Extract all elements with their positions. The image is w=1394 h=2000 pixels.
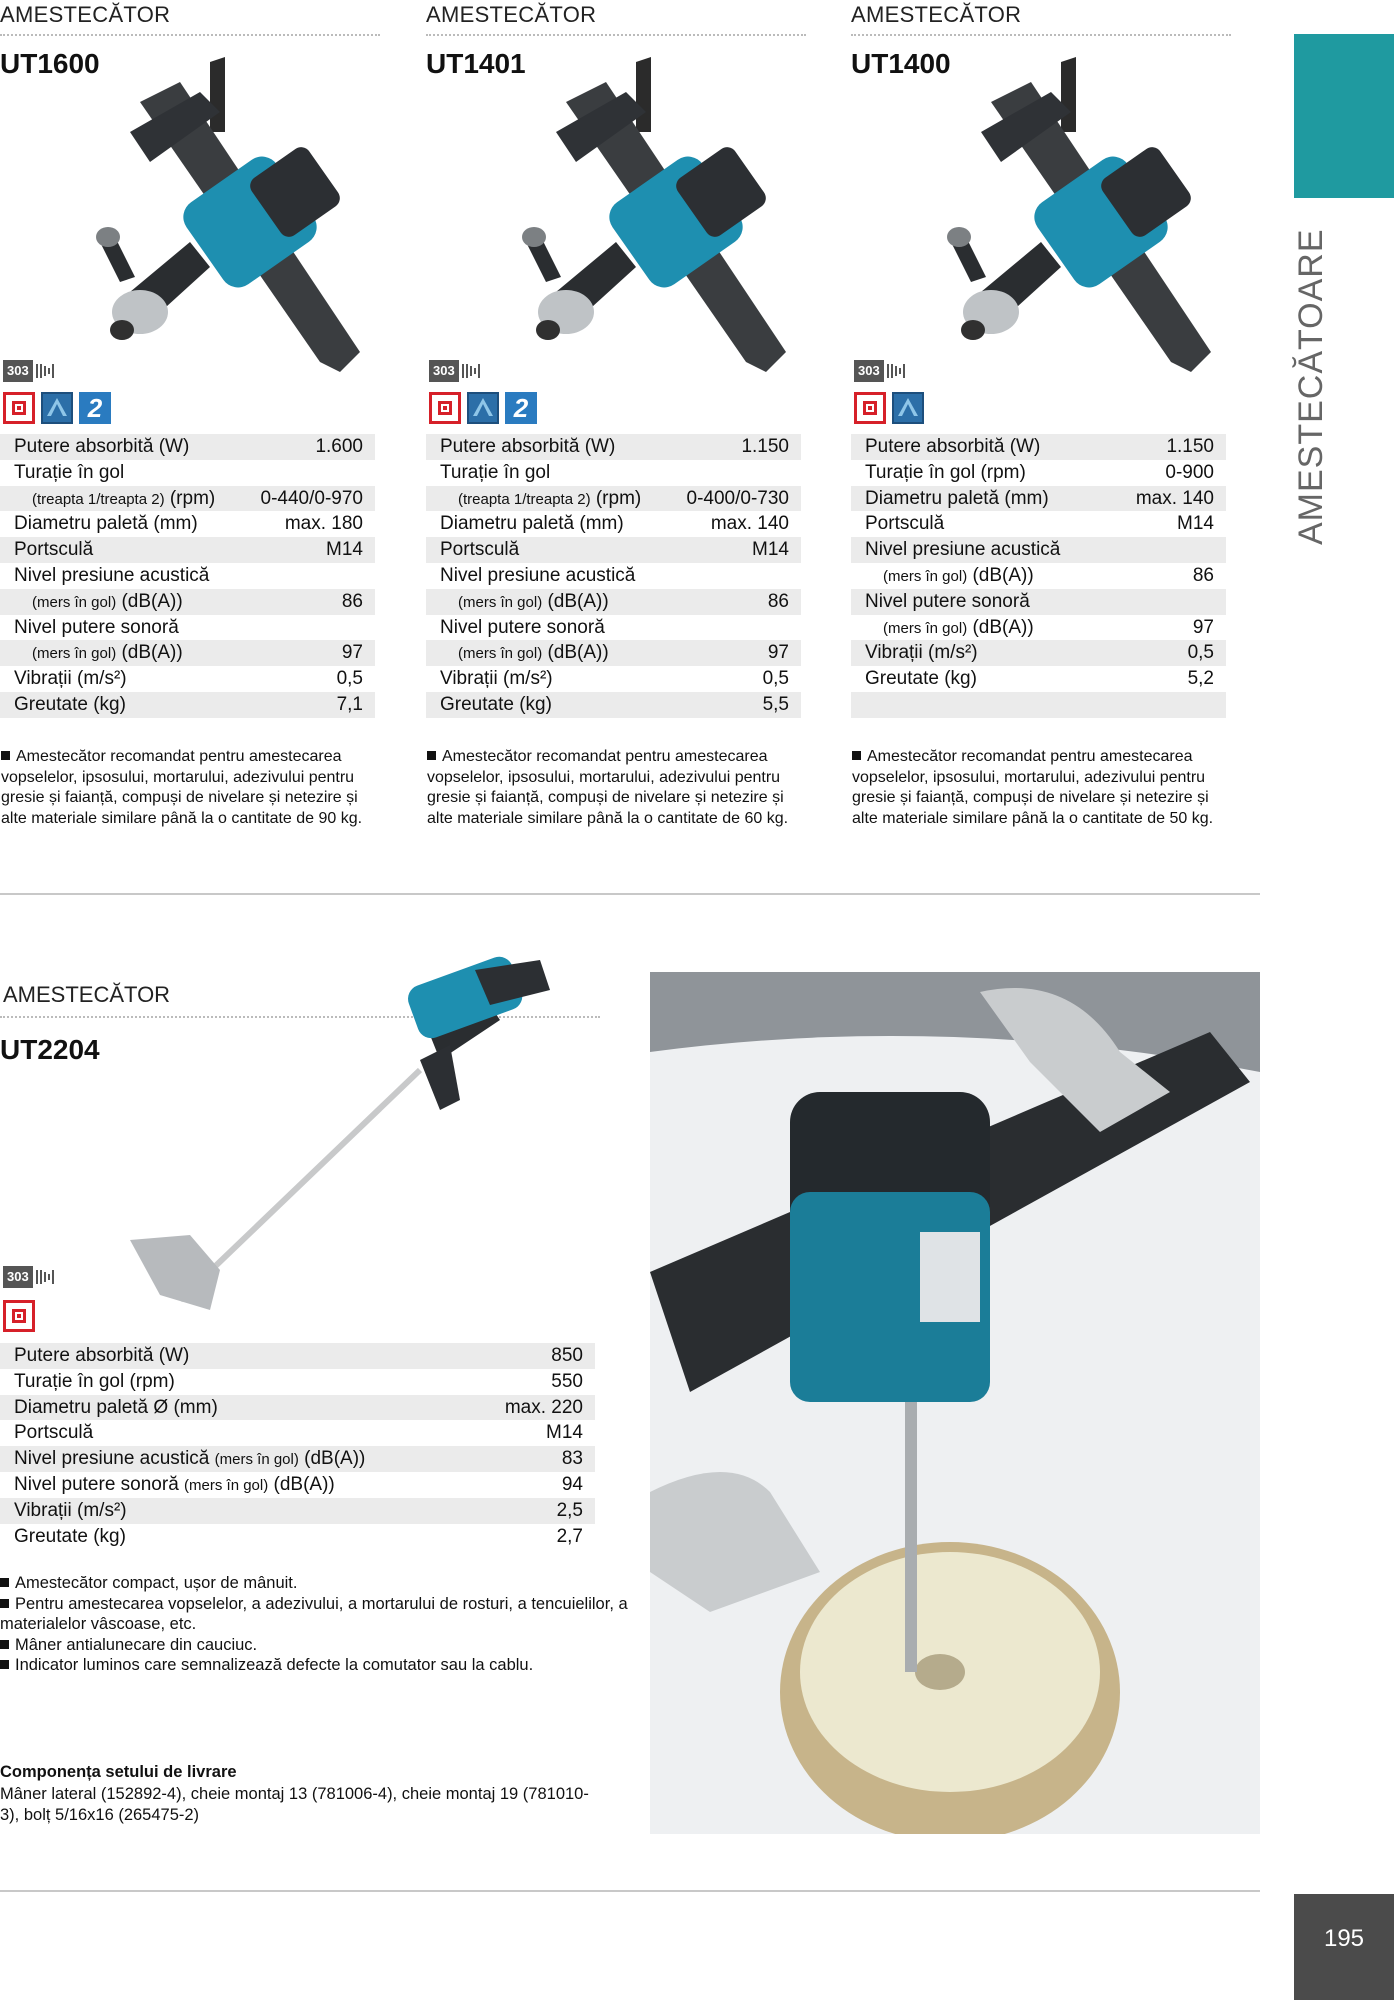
spec-sublabel: (mers în gol): [214, 1451, 299, 1469]
product-kicker: AMESTECĂTOR: [851, 2, 1022, 27]
spec-sublabel: (mers în gol): [883, 567, 968, 585]
spec-label-text: Greutate (kg): [440, 693, 552, 715]
spec-sublabel: (mers în gol): [32, 593, 117, 611]
product-kicker: AMESTECĂTOR: [3, 982, 171, 1007]
spec-label: [865, 640, 978, 666]
feature-text: Amestecător compact, ușor de mânuit.: [15, 1574, 298, 1592]
product-model: UT1400: [851, 48, 951, 79]
spec-row: [426, 434, 801, 460]
spec-label: [14, 1498, 127, 1524]
spec-table: [851, 434, 1226, 718]
double-insulation-icon: [3, 392, 35, 424]
spec-sublabel: (treapta 1/treapta 2): [32, 490, 165, 508]
spec-sublabel: (mers în gol): [883, 619, 968, 637]
mixer-ut1401-image: [486, 52, 806, 382]
spec-label: [14, 563, 209, 589]
spec-row: [0, 486, 375, 512]
section-divider: [0, 893, 1260, 895]
feature-icons: [3, 1300, 35, 1332]
spec-label-text: Diametru paletă Ø (mm): [14, 1396, 218, 1418]
spec-label: [440, 537, 519, 563]
product-model: UT1401: [426, 48, 526, 79]
spec-badge-303: [3, 1264, 57, 1290]
spec-row: [851, 486, 1226, 512]
bullet-square-icon: [0, 1640, 9, 1649]
spec-value: 97: [767, 642, 789, 664]
spec-value: 0,5: [1187, 642, 1214, 664]
spec-sublabel: (mers în gol): [32, 645, 117, 663]
spec-row: [0, 434, 375, 460]
spec-badge-303: [3, 358, 57, 384]
spec-label-text: Nivel putere sonoră: [14, 616, 179, 638]
spec-row: [0, 1524, 595, 1550]
spec-label-text: Greutate (kg): [14, 1525, 126, 1547]
spec-row: [426, 640, 801, 666]
spec-table: [0, 434, 375, 718]
spec-label: [440, 589, 609, 616]
spec-label: [865, 511, 944, 537]
feature-icons: [854, 392, 924, 424]
badge-number: 303: [429, 360, 459, 382]
spec-row: [0, 563, 375, 589]
spec-value: 1.150: [1166, 436, 1214, 457]
kicker-rule: [0, 34, 380, 36]
spec-label: [440, 563, 635, 589]
product-description: [852, 747, 1232, 829]
spec-label: [440, 460, 550, 486]
spec-label-text: Vibrații (m/s²): [865, 642, 978, 664]
spec-row: [0, 615, 375, 641]
double-insulation-icon: [854, 392, 886, 424]
spec-label: [440, 640, 609, 667]
spec-label: [14, 511, 198, 537]
spec-row: [426, 589, 801, 615]
spec-label: [865, 615, 1034, 642]
spec-label-text: (dB(A)): [547, 642, 609, 664]
spec-value: 83: [561, 1448, 583, 1470]
feature-icons: [429, 392, 537, 424]
spec-label: [440, 511, 624, 537]
spec-value: M14: [752, 539, 789, 561]
feature-text: Pentru amestecarea vopselelor, a adezivului, a mortarului de rosturi, a tencuielilor, a materialelor vâscoase, etc.: [0, 1594, 628, 1633]
spec-row: [851, 537, 1226, 563]
spec-row: [851, 666, 1226, 692]
speed-control-icon: [41, 392, 73, 424]
spec-value: 550: [551, 1370, 583, 1392]
spec-value: 0-440/0-970: [260, 487, 363, 509]
spec-row: [426, 563, 801, 589]
spec-label: [440, 486, 641, 513]
spec-label-text: Nivel putere sonoră: [440, 616, 605, 638]
spec-value: M14: [546, 1422, 583, 1444]
spec-row: [426, 460, 801, 486]
bullet-square-icon: [0, 1578, 9, 1587]
spec-label-text: Turație în gol (rpm): [865, 461, 1026, 483]
badge-number: 303: [3, 360, 33, 382]
spec-label-text: (rpm): [595, 487, 642, 509]
spec-label-text: Turație în gol: [440, 461, 551, 483]
spec-label-text: Nivel presiune acustică: [865, 539, 1061, 561]
feature-item: [0, 1655, 640, 1676]
spring-icon: [35, 360, 57, 382]
spec-label-text: (dB(A)): [121, 590, 183, 612]
spec-label-text: Putere absorbită (W): [440, 436, 616, 457]
spec-label: [14, 1420, 93, 1446]
feature-list: [0, 1573, 640, 1676]
spec-row: [426, 692, 801, 718]
spec-label-text: Turație în gol: [14, 461, 125, 483]
product-description: [427, 747, 807, 829]
spec-label: [440, 666, 553, 692]
spec-sublabel: (mers în gol): [184, 1476, 269, 1494]
spec-value: max. 140: [1135, 487, 1214, 509]
spec-row: [851, 511, 1226, 537]
spec-row: [851, 692, 1226, 718]
spec-label: [14, 1472, 335, 1499]
spec-value: 2,5: [556, 1499, 583, 1521]
spec-badge-303: [429, 358, 483, 384]
kicker-rule: [426, 34, 806, 36]
spec-value: 0-900: [1165, 461, 1214, 483]
spec-value: 1.600: [315, 436, 363, 457]
two-speed-icon: 2: [505, 392, 537, 424]
spec-label-text: Vibrații (m/s²): [440, 668, 553, 690]
spec-label: [14, 640, 183, 667]
speed-control-icon: [467, 392, 499, 424]
spec-label-text: (dB(A)): [972, 564, 1034, 586]
spec-label-text: Putere absorbită (W): [14, 1345, 190, 1366]
spec-label: [14, 1369, 175, 1395]
spec-label: [14, 1395, 218, 1421]
product-kicker: AMESTECĂTOR: [426, 2, 597, 27]
bullet-square-icon: [0, 1599, 9, 1608]
spec-value: 97: [341, 642, 363, 664]
spec-value: max. 220: [504, 1396, 583, 1418]
double-insulation-icon: [429, 392, 461, 424]
spec-row: [851, 589, 1226, 615]
mixer-ut1400-image: [911, 52, 1231, 382]
delivery-text: Mâner lateral (152892-4), cheie montaj 13 (781006-4), cheie montaj 19 (781010-3), bolț 5/16x16 (265475-2): [0, 1785, 589, 1824]
spec-label-text: Portsculă: [14, 1422, 94, 1444]
double-insulation-icon: [3, 1300, 35, 1332]
spec-label-text: Nivel presiune acustică: [440, 564, 636, 586]
product-description: [1, 747, 381, 829]
spec-label: [865, 563, 1034, 590]
bullet-square-icon: [427, 751, 436, 760]
spec-row: [0, 460, 375, 486]
spec-row: [0, 537, 375, 563]
spec-label: [14, 537, 93, 563]
page-number: 195: [1294, 1894, 1394, 2000]
spec-value: 2,7: [556, 1525, 583, 1547]
spec-row: [426, 666, 801, 692]
spec-value: 0,5: [336, 668, 363, 690]
spec-label-text: Putere absorbită (W): [865, 436, 1041, 457]
spec-label: [14, 692, 126, 718]
spec-row: [851, 615, 1226, 641]
spec-row: [851, 434, 1226, 460]
bullet-square-icon: [852, 751, 861, 760]
spec-value: 86: [1192, 564, 1214, 586]
spec-label-text: Portsculă: [865, 513, 945, 535]
spec-label: [14, 589, 183, 616]
spec-row: [426, 486, 801, 512]
spec-label: [865, 486, 1049, 512]
spec-row: [426, 615, 801, 641]
spec-label-text: Nivel presiune acustică: [14, 1448, 210, 1470]
spec-label: [14, 1446, 365, 1473]
spec-label-text: Vibrații (m/s²): [14, 1499, 127, 1521]
spec-unit: (dB(A)): [273, 1473, 335, 1495]
feature-text: Mâner antialunecare din cauciuc.: [15, 1635, 258, 1654]
spec-label-text: Diametru paletă (mm): [440, 513, 624, 535]
spec-row: [0, 666, 375, 692]
spec-row: [426, 537, 801, 563]
spec-label: [14, 1343, 189, 1369]
spec-value: 5,5: [762, 693, 789, 715]
spec-value: M14: [1177, 513, 1214, 535]
spec-label: [440, 692, 552, 718]
section-color-tab: [1294, 34, 1394, 198]
spec-label: [865, 460, 1026, 486]
spec-value: 5,2: [1187, 668, 1214, 690]
spec-label-text: Nivel putere sonoră: [865, 590, 1030, 612]
spec-label: [14, 666, 127, 692]
spec-label-text: Diametru paletă (mm): [14, 513, 198, 535]
mixer-ut2204-image: [120, 950, 570, 1340]
spec-row: [0, 511, 375, 537]
spec-row: [851, 460, 1226, 486]
spec-value: 0-400/0-730: [686, 487, 789, 509]
spec-label: [865, 589, 1030, 615]
spec-row: [0, 692, 375, 718]
spec-label-text: (dB(A)): [547, 590, 609, 612]
spec-row: [0, 1369, 595, 1395]
bullet-square-icon: [1, 751, 10, 760]
spec-label-text: (rpm): [169, 487, 216, 509]
badge-number: 303: [3, 1266, 33, 1288]
spec-label: [14, 460, 124, 486]
spec-sublabel: (treapta 1/treapta 2): [458, 490, 591, 508]
spec-label: [440, 434, 615, 460]
product-model: UT2204: [0, 1034, 100, 1065]
usage-photo: [650, 972, 1260, 1834]
spec-value: 86: [341, 590, 363, 612]
spec-value: 0,5: [762, 668, 789, 690]
spec-sublabel: (mers în gol): [458, 593, 543, 611]
description-text: Amestecător recomandat pentru amestecarea vopselelor, ipsosului, mortarului, adezivului pentru gresie și faianță, compuși de nivelare și netezire și alte materiale similare până la o cantitate de 90 kg.: [1, 748, 363, 827]
spec-value: M14: [326, 539, 363, 561]
spec-label-text: Portsculă: [14, 539, 94, 561]
spec-row: [0, 1395, 595, 1421]
spec-label-text: Vibrații (m/s²): [14, 668, 127, 690]
feature-item: [0, 1635, 640, 1656]
spring-icon: [35, 1266, 57, 1288]
spec-value: 7,1: [336, 693, 363, 715]
spec-label-text: (dB(A)): [121, 642, 183, 664]
spec-table: [426, 434, 801, 718]
spec-label-text: Portsculă: [440, 539, 520, 561]
feature-item: [0, 1573, 640, 1594]
spec-row: [0, 1472, 595, 1498]
kicker-rule: [851, 34, 1231, 36]
spec-label: [14, 434, 189, 460]
description-text: Amestecător recomandat pentru amestecarea vopselelor, ipsosului, mortarului, adezivului pentru gresie și faianță, compuși de nivelare și netezire și alte materiale similare până la o cantitate de 50 kg.: [852, 748, 1214, 827]
spec-row: [0, 1420, 595, 1446]
spec-badge-303: [854, 358, 908, 384]
spec-label: [14, 1524, 126, 1550]
spec-row: [0, 1343, 595, 1369]
spec-row: [851, 563, 1226, 589]
spec-label-text: Diametru paletă (mm): [865, 487, 1049, 509]
spec-label: [865, 537, 1060, 563]
speed-control-icon: [892, 392, 924, 424]
spec-label: [865, 434, 1040, 460]
product-model: UT1600: [0, 48, 100, 79]
spec-label: [14, 486, 215, 513]
spec-label-text: Turație în gol (rpm): [14, 1370, 175, 1392]
spec-row: [0, 1446, 595, 1472]
badge-number: 303: [854, 360, 884, 382]
feature-item: [0, 1594, 640, 1635]
spec-value: 86: [767, 590, 789, 612]
spec-row: [0, 1498, 595, 1524]
spec-label: [865, 666, 977, 692]
spec-value: 97: [1192, 616, 1214, 638]
spec-label-text: (dB(A)): [972, 616, 1034, 638]
spec-value: 94: [561, 1473, 583, 1495]
spec-sublabel: (mers în gol): [458, 645, 543, 663]
spec-label-text: Putere absorbită (W): [14, 436, 190, 457]
feature-icons: [3, 392, 111, 424]
spring-icon: [886, 360, 908, 382]
two-speed-icon: 2: [79, 392, 111, 424]
spec-label-text: Nivel putere sonoră: [14, 1473, 179, 1495]
spec-row: [0, 640, 375, 666]
spec-label: [14, 615, 179, 641]
spec-row: [426, 511, 801, 537]
delivery-title: Componența setului de livrare: [0, 1763, 237, 1781]
spec-row: [851, 640, 1226, 666]
spec-label-text: Nivel presiune acustică: [14, 564, 210, 586]
product-kicker: AMESTECĂTOR: [0, 2, 171, 27]
bullet-square-icon: [0, 1660, 9, 1669]
spec-label-text: Greutate (kg): [14, 693, 126, 715]
spec-table: [0, 1343, 595, 1549]
spec-unit: (dB(A)): [304, 1448, 366, 1470]
spec-value: 1.150: [741, 436, 789, 457]
spec-value: max. 140: [710, 513, 789, 535]
spring-icon: [461, 360, 483, 382]
spec-row: [0, 589, 375, 615]
description-text: Amestecător recomandat pentru amestecarea vopselelor, ipsosului, mortarului, adezivului pentru gresie și faianță, compuși de nivelare și netezire și alte materiale similare până la o cantitate de 60 kg.: [427, 748, 789, 827]
spec-label-text: Greutate (kg): [865, 668, 977, 690]
feature-text: Indicator luminos care semnalizează defecte la comutator sau la cablu.: [15, 1656, 534, 1674]
spec-value: max. 180: [284, 513, 363, 535]
spec-value: 850: [551, 1345, 583, 1366]
section-label: AMESTECĂTOARE: [1292, 228, 1330, 545]
bottom-divider: [0, 1890, 1260, 1892]
spec-label: [440, 615, 605, 641]
mixer-ut1600-image: [60, 52, 380, 382]
